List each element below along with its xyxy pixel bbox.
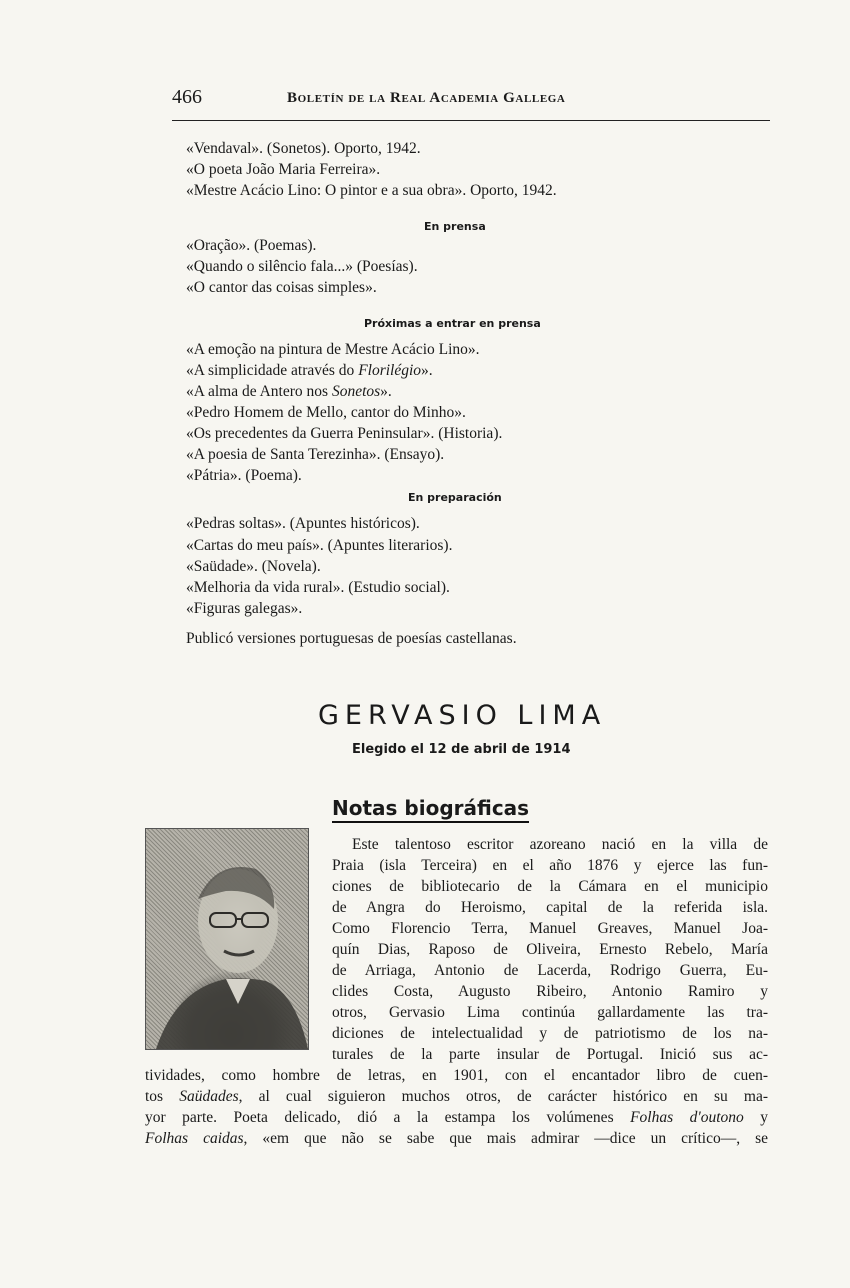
published-item: «Mestre Acácio Lino: O pintor e a sua obra». Oporto, 1942. (186, 182, 557, 199)
en-prensa-item: «Oração». (Poemas). (186, 237, 317, 254)
bio-line: diciones de intelectualidad y de patriotismo de los na- (332, 1025, 768, 1042)
bio-line: quín Dias, Raposo de Oliveira, Ernesto Rebelo, María (332, 941, 768, 958)
en-prensa-item: «O cantor das coisas simples». (186, 279, 377, 296)
bio-line: turales de la parte insular de Portugal. Inició sus ac- (332, 1046, 768, 1063)
en-prensa-heading: En prensa (424, 220, 486, 233)
bio-line: de Arriaga, Antonio de Lacerda, Rodrigo Guerra, Eu- (332, 962, 768, 979)
bio-line: yor parte. Poeta delicado, dió a la estampa los volúmenes Folhas d'outono y (145, 1109, 769, 1126)
running-title: Boletín de la Real Academia Gallega (287, 90, 566, 106)
bio-line: ciones de bibliotecario de la Cámara en el municipio (332, 878, 768, 895)
bio-line: Como Florencio Terra, Manuel Greaves, Manuel Joa- (332, 920, 768, 937)
bio-line: Praia (isla Terceira) en el año 1876 y ejerce las fun- (332, 857, 768, 874)
section-title: GERVASIO LIMA (318, 700, 607, 731)
preparacion-item: «Pedras soltas». (Apuntes históricos). (186, 515, 420, 532)
proximas-item: «A alma de Antero nos Sonetos». (186, 383, 392, 400)
published-item: «O poeta João Maria Ferreira». (186, 161, 381, 178)
preparacion-item: «Cartas do meu país». (Apuntes literarios). (186, 537, 453, 554)
bio-line: tividades, como hombre de letras, en 1901, con el encantador libro de cuen- (145, 1067, 768, 1084)
proximas-item: «A emoção na pintura de Mestre Acácio Lino». (186, 341, 480, 358)
italic-title: Florilégio (358, 362, 422, 379)
preparacion-heading: En preparación (408, 491, 502, 504)
bio-line: de Angra do Heroismo, capital de la referida isla. (332, 899, 768, 916)
italic-title: Saüdades (179, 1088, 239, 1105)
published-item: «Vendaval». (Sonetos). Oporto, 1942. (186, 140, 421, 157)
proximas-item: «A simplicidade através do Florilégio». (186, 362, 433, 379)
italic-title: Folhas d'outono (630, 1109, 744, 1126)
bio-line: clides Costa, Augusto Ribeiro, Antonio Ramiro y (332, 983, 768, 1000)
election-date: Elegido el 12 de abril de 1914 (352, 742, 571, 757)
italic-title: Folhas caidas (145, 1130, 244, 1147)
bio-line: Folhas caidas, «em que não se sabe que mais admirar —dice un crítico—, se (145, 1130, 768, 1147)
proximas-heading: Próximas a entrar en prensa (364, 317, 541, 330)
portrait-figure (146, 829, 308, 1049)
closing-note: Publicó versiones portuguesas de poesías castellanas. (186, 630, 517, 647)
page-header (172, 86, 770, 121)
preparacion-item: «Figuras galegas». (186, 600, 303, 617)
proximas-item: «Os precedentes da Guerra Peninsular». (Historia). (186, 425, 503, 442)
preparacion-item: «Melhoria da vida rural». (Estudio social). (186, 579, 450, 596)
page-number: 466 (172, 86, 202, 108)
proximas-item: «Pátria». (Poema). (186, 467, 302, 484)
bio-line: otros, Gervasio Lima continúa gallardamente las tra- (332, 1004, 768, 1021)
italic-title: Sonetos (331, 383, 381, 400)
bio-line: Este talentoso escritor azoreano nació en la villa de (352, 836, 768, 853)
proximas-item: «A poesia de Santa Terezinha». (Ensayo). (186, 446, 445, 463)
portrait-photo (145, 828, 309, 1050)
proximas-item: «Pedro Homem de Mello, cantor do Minho». (186, 404, 466, 421)
notas-heading: Notas biográficas (332, 796, 529, 823)
preparacion-item: «Saüdade». (Novela). (186, 558, 321, 575)
bio-line: tos Saüdades, al cual siguieron muchos otros, de carácter histórico en su ma- (145, 1088, 768, 1105)
en-prensa-item: «Quando o silêncio fala...» (Poesías). (186, 258, 418, 275)
